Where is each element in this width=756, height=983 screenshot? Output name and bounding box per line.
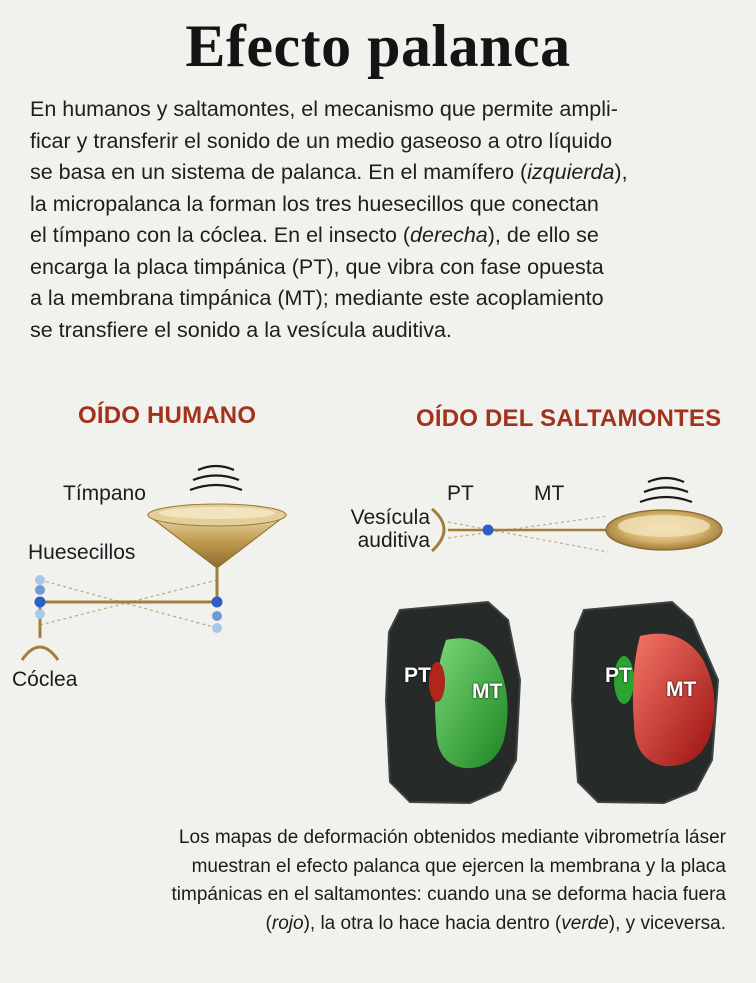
intro-line: En humanos y saltamontes, el mecanismo que permite ampli-	[30, 97, 618, 121]
sound-waves-icon	[640, 478, 692, 502]
caption-line: muestran el efecto palanca que ejercen la membrana y la placa	[191, 855, 726, 877]
caption-line	[86, 910, 726, 939]
intro-line: ficar y transferir el sonido de un medio gaseoso a otro líquido	[30, 128, 613, 153]
page-title: Efecto palanca	[185, 13, 571, 79]
human-ear-heading: OÍDO HUMANO	[78, 402, 257, 429]
caption-text-span: ), la otra lo hace hacia dentro (	[303, 912, 562, 934]
figure-caption	[86, 824, 726, 938]
map-right-mt-label: MT	[666, 678, 697, 701]
intro-text-span: ),	[614, 160, 628, 184]
grasshopper-lever	[448, 516, 608, 552]
caption-line: timpánicas en el saltamontes: cuando una se deforma hacia fuera	[171, 884, 726, 905]
label-timpano: Tímpano	[63, 482, 146, 505]
label-vesicula-line: Vesícula	[350, 506, 430, 529]
label-huesecillos: Huesecillos	[28, 541, 136, 564]
intro-text-span: ), de ello se	[487, 223, 599, 247]
label-pt: PT	[447, 482, 474, 505]
ossicle-lever	[35, 568, 223, 638]
intro-text-span: el tímpano con la cóclea. En el insecto (	[30, 223, 411, 247]
map-left-mt-label: MT	[472, 680, 503, 703]
caption-italic-rojo: rojo	[271, 912, 304, 934]
label-coclea: Cóclea	[12, 668, 78, 691]
deformation-map-right	[572, 602, 718, 803]
sound-waves-icon	[190, 466, 242, 490]
label-vesicula-auditiva	[340, 506, 430, 552]
caption-italic-verde: verde	[561, 912, 609, 934]
caption-text-span: ), y viceversa.	[608, 912, 726, 934]
cochlea-icon	[22, 647, 58, 660]
intro-line: a la membrana timpánica (MT); mediante este acoplamiento	[30, 286, 604, 310]
eardrum-cone	[148, 504, 286, 568]
tympanic-membrane-disc	[606, 510, 722, 550]
caption-line: Los mapas de deformación obtenidos mediante vibrometría láser	[178, 827, 726, 848]
caption-text-span: (	[265, 912, 272, 934]
intro-line: encarga la placa timpánica (PT), que vibra con fase opuesta	[30, 254, 604, 279]
label-mt: MT	[534, 482, 565, 505]
map-left-pt-label: PT	[404, 664, 431, 687]
intro-italic-derecha: derecha	[410, 223, 488, 247]
grasshopper-ear-heading: OÍDO DEL SALTAMONTES	[416, 405, 722, 432]
label-vesicula-line: auditiva	[357, 529, 430, 552]
intro-line: la micropalanca la forman los tres huesecillos que conectan	[30, 191, 599, 216]
intro-text-span: se basa en un sistema de palanca. En el mamífero (	[30, 160, 528, 184]
intro-italic-izquierda: izquierda	[527, 160, 615, 184]
intro-line: se transfiere el sonido a la vesícula auditiva.	[30, 317, 452, 342]
auditory-vesicle-bracket	[432, 509, 444, 551]
map-right-pt-label: PT	[605, 664, 632, 687]
